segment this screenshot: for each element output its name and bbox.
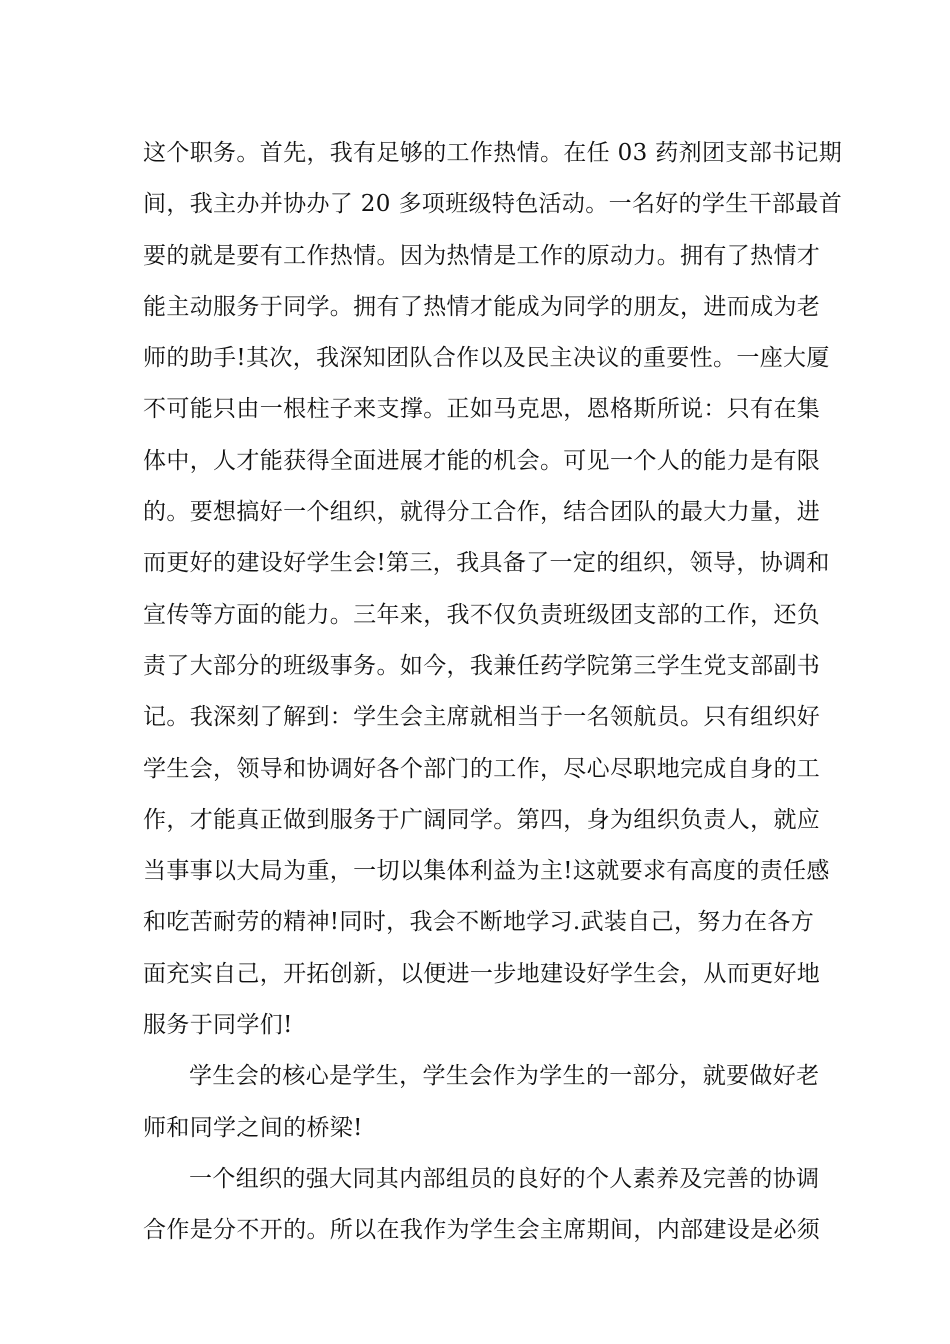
text-line: 师的助手!其次，我深知团队合作以及民主决议的重要性。一座大厦 bbox=[143, 345, 830, 372]
text-line: 服务于同学们! bbox=[143, 1012, 293, 1039]
text-line: 和吃苦耐劳的精神!同时，我会不断地学习.武装自己，努力在各方 bbox=[143, 909, 815, 936]
text-line: 要的就是要有工作热情。因为热情是工作的原动力。拥有了热情才 bbox=[143, 242, 821, 269]
text-line: 体中，人才能获得全面进展才能的机会。可见一个人的能力是有限 bbox=[143, 447, 821, 474]
text-line: 的。要想搞好一个组织，就得分工合作，结合团队的最大力量，进 bbox=[143, 499, 821, 526]
text-line: 间，我主办并协办了 20 多项班级特色活动。一名好的学生干部最首 bbox=[143, 191, 843, 218]
paragraph-first-line: 一个组织的强大同其内部组员的良好的个人素养及完善的协调 bbox=[189, 1165, 820, 1192]
text-line: 面充实自己，开拓创新，以便进一步地建设好学生会，从而更好地 bbox=[143, 960, 821, 987]
text-line: 学生会，领导和协调好各个部门的工作，尽心尽职地完成自身的工 bbox=[143, 755, 821, 782]
text-line: 责了大部分的班级事务。如今，我兼任药学院第三学生党支部副书 bbox=[143, 652, 821, 679]
text-line: 宣传等方面的能力。三年来，我不仅负责班级团支部的工作，还负 bbox=[143, 601, 821, 628]
body-text bbox=[143, 128, 843, 1257]
text-line: 这个职务。首先，我有足够的工作热情。在任 03 药剂团支部书记期 bbox=[143, 140, 843, 166]
text-line: 当事事以大局为重，一切以集体利益为主!这就要求有高度的责任感 bbox=[143, 858, 830, 885]
text-line: 师和同学之间的桥梁! bbox=[143, 1114, 363, 1141]
text-line: 作，才能真正做到服务于广阔同学。第四，身为组织负责人，就应 bbox=[143, 806, 821, 833]
text-line: 能主动服务于同学。拥有了热情才能成为同学的朋友，进而成为老 bbox=[143, 293, 821, 320]
text-line: 不可能只由一根柱子来支撑。正如马克思，恩格斯所说：只有在集 bbox=[143, 396, 821, 423]
paragraph-first-line: 学生会的核心是学生，学生会作为学生的一部分，就要做好老 bbox=[189, 1063, 820, 1090]
text-line: 而更好的建设好学生会!第三，我具备了一定的组织，领导，协调和 bbox=[143, 550, 830, 577]
text-line: 合作是分不开的。所以在我作为学生会主席期间，内部建设是必须 bbox=[143, 1217, 821, 1244]
text-line: 记。我深刻了解到：学生会主席就相当于一名领航员。只有组织好 bbox=[143, 704, 821, 731]
